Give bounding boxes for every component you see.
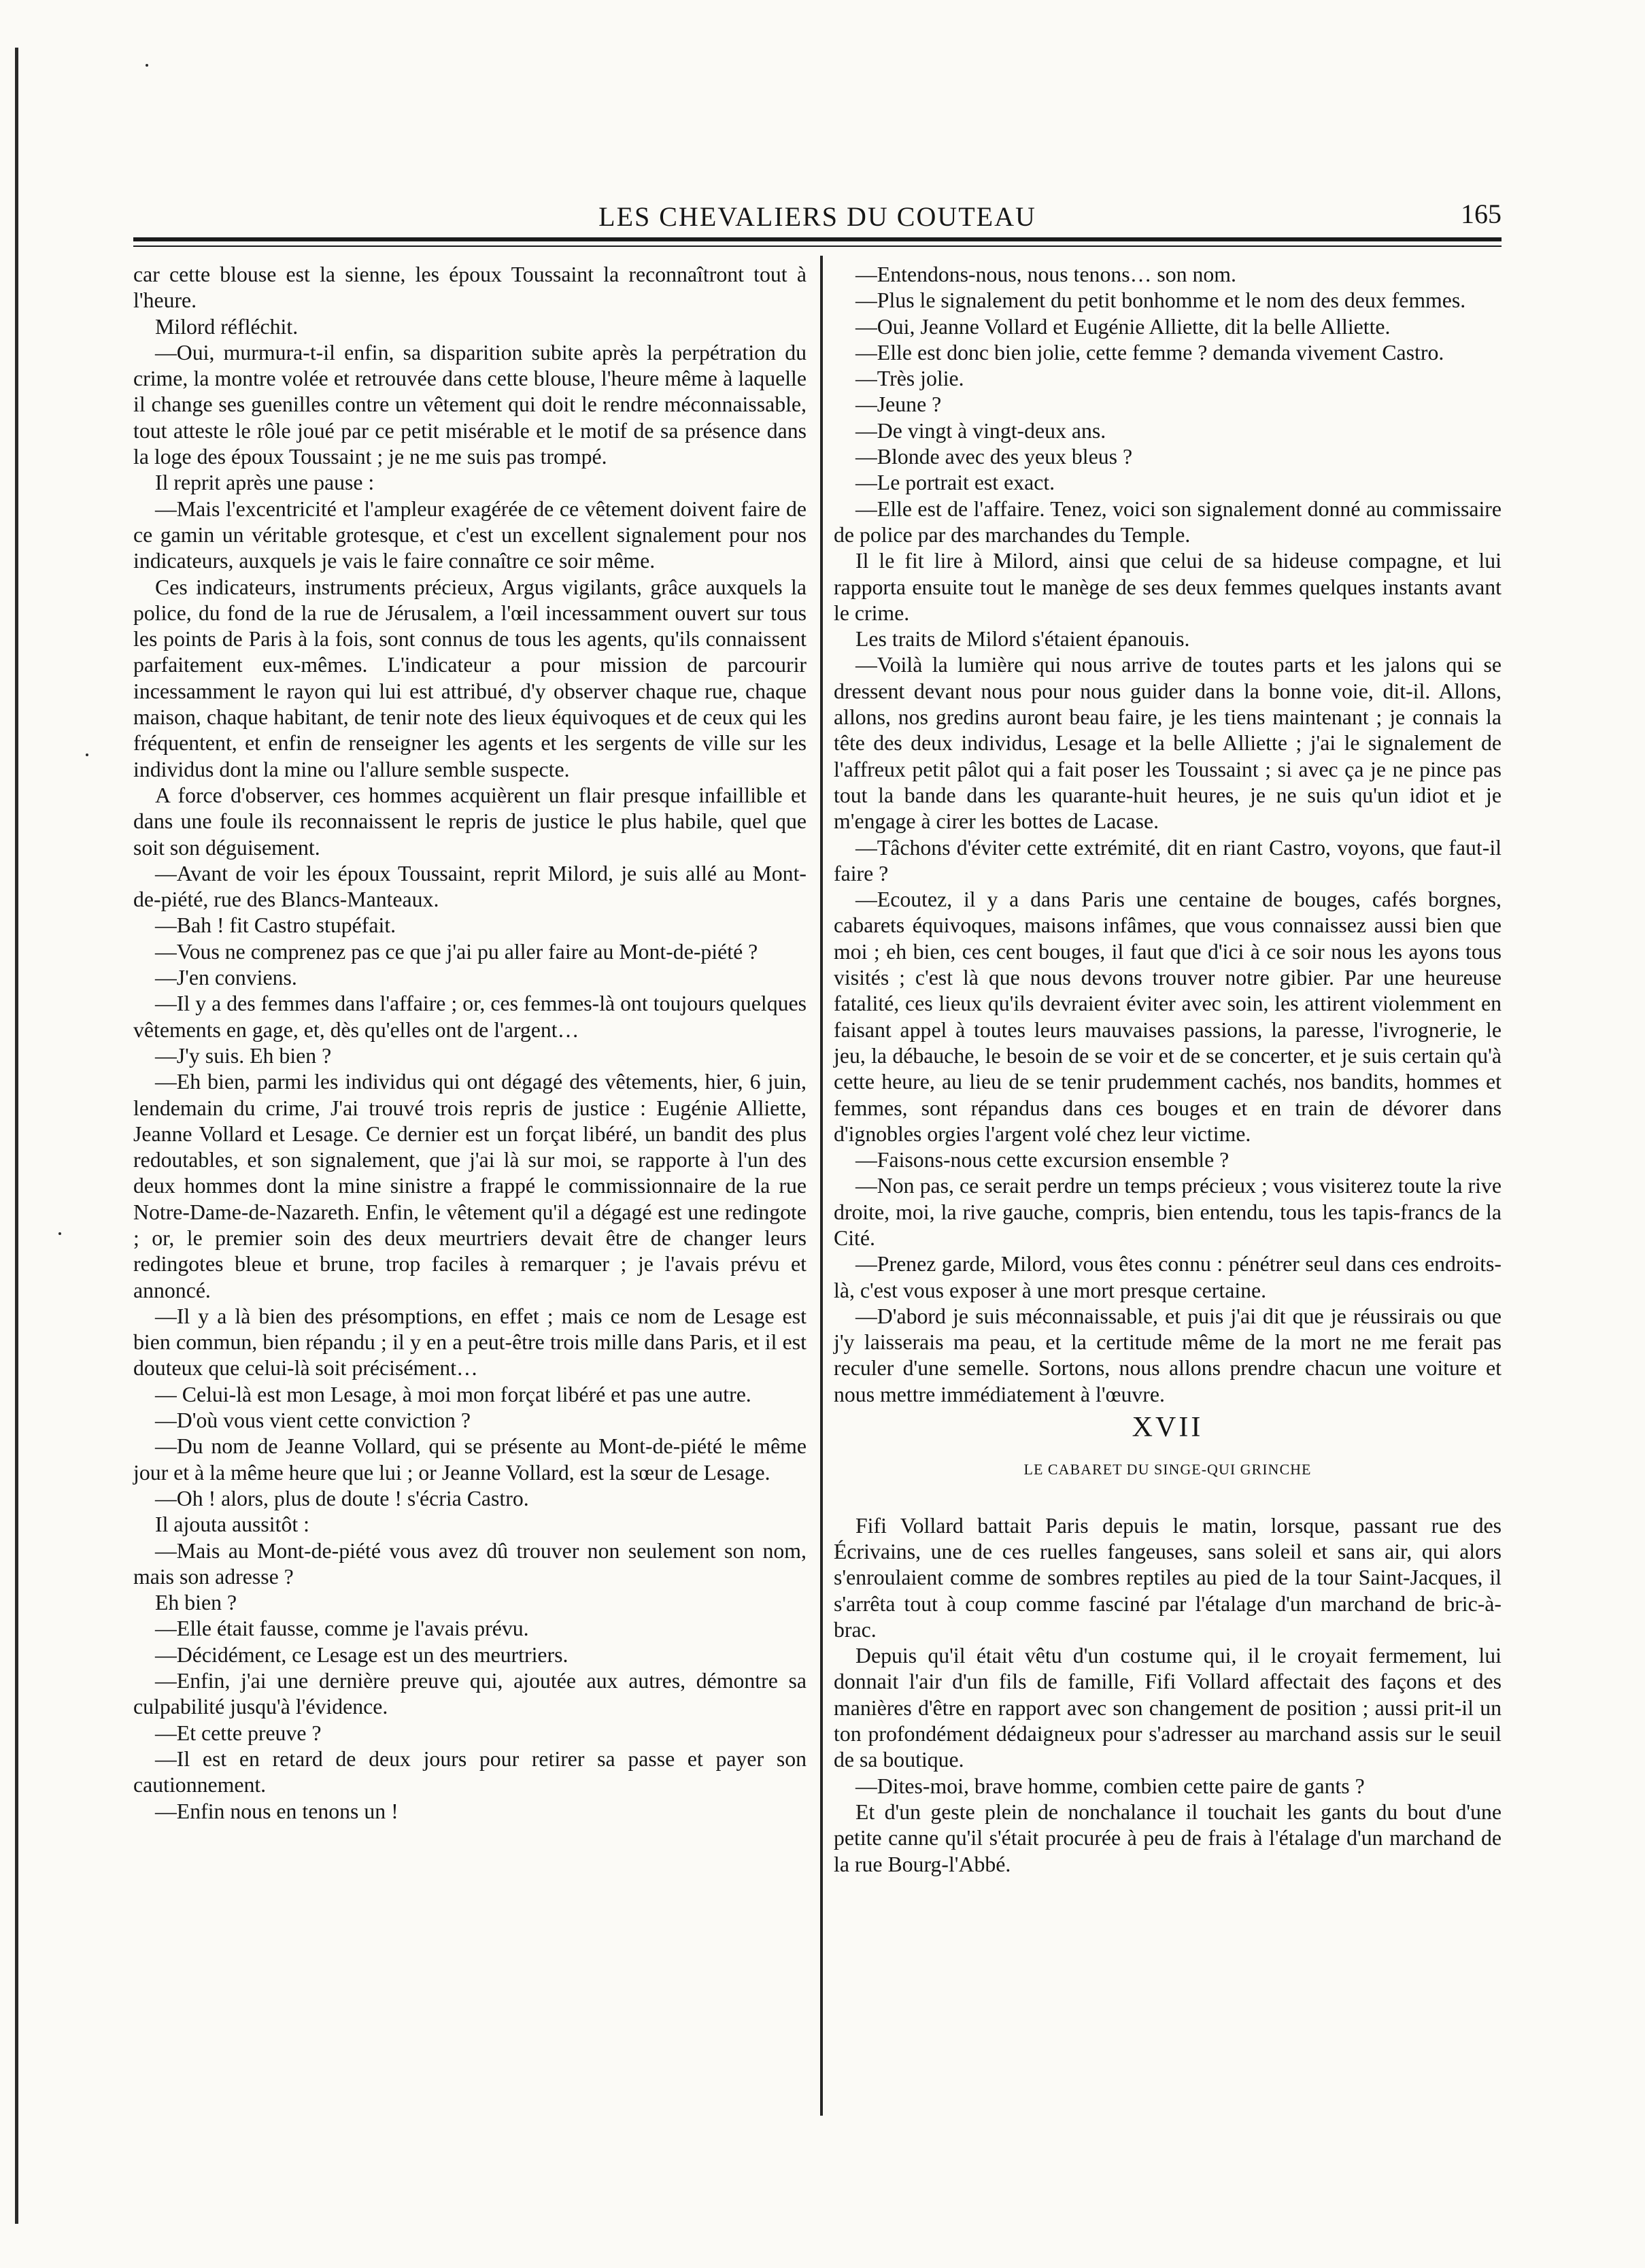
paragraph: Depuis qu'il était vêtu d'un costume qui, il le croyait fermement, lui donnait l'air d'un fils de famille, Fifi Vollard affectait des façons et des manières d'être en rapport avec son changement de position ; aussi prit-il un ton profondément dédaigneux pour s'adresser au marchand assis sur le seuil de sa boutique. [834,1644,1502,1772]
paragraph: Les traits de Milord s'étaient épanouis. [855,627,1190,651]
paragraph: —Elle est donc bien jolie, cette femme ? demanda vivement Castro. [855,340,1444,365]
paragraph: —Elle était fausse, comme je l'avais prévu. [155,1617,529,1641]
paragraph: —Dites-moi, brave homme, combien cette paire de gants ? [855,1774,1365,1798]
paragraph: — Celui-là est mon Lesage, à moi mon forçat libéré et pas une autre. [155,1382,751,1406]
paragraph: —Voilà la lumière qui nous arrive de toutes parts et les jalons qui se dressent devant nous pour nous guider dans la bonne voie, dit-il. Allons, allons, nos gredins auront beau faire, je les tiens maintenant ; je connais la tête des deux individus, Lesage et la belle Alliette ; j'ai le signalement de l'affreux petit pâlot qui a fait poser les Toussaint ; si avec ça je ne pince pas tout la bande dans les quarante-huit heures, je ne suis qu'un idiot et je m'engage à cirer les bottes de Lacase. [834,653,1502,834]
paragraph: —De vingt à vingt-deux ans. [855,418,1106,443]
paragraph: —Elle est de l'affaire. Tenez, voici son signalement donné au commissaire de police par des marchandes du Temple. [834,496,1502,547]
paragraph: —Bah ! fit Castro stupéfait. [155,913,396,938]
header-rule-thin [133,246,1502,247]
paragraph: —Très jolie. [855,367,964,391]
paragraph: —Enfin nous en tenons un ! [155,1799,398,1823]
paragraph: Il reprit après une pause : [155,471,375,495]
chapter-title: LE CABARET DU SINGE-QUI GRINCHE [1023,1461,1312,1478]
paragraph: car cette blouse est la sienne, les époux Toussaint la reconnaîtront tout à l'heure. [133,263,807,313]
paragraph: —Faisons-nous cette excursion ensemble ? [855,1148,1229,1172]
paragraph: —Décidément, ce Lesage est un des meurtriers. [155,1642,569,1667]
paragraph: Il le fit lire à Milord, ainsi que celui de sa hideuse compagne, et lui rapporta ensuite tout le manège de ses deux femmes quelques instants avant le crime. [834,549,1502,625]
paragraph: —D'abord je suis méconnaissable, et puis j'ai dit que je réussirais ou que j'y laisserais ma peau, et la certitude même de la mort ne me ferait pas reculer d'une semelle. Sortons, nous allons prendre chacun une voiture et nous mettre immédiatement à l'œuvre. [834,1304,1502,1406]
margin-mark [58,1232,61,1235]
paragraph: —D'où vous vient cette conviction ? [155,1408,471,1433]
paragraph: Eh bien ? [155,1591,237,1615]
paragraph: —Blonde avec des yeux bleus ? [855,445,1133,469]
margin-mark [146,64,148,67]
binding-edge [15,48,18,2224]
paragraph: —Il y a des femmes dans l'affaire ; or, ces femmes-là ont toujours quelques vêtements en gage, et, dès qu'elles ont de l'argent… [133,992,807,1042]
paragraph: —Oui, Jeanne Vollard et Eugénie Alliette, dit la belle Alliette. [855,314,1391,339]
paragraph: —Le portrait est exact. [855,471,1055,495]
paragraph: —Tâchons d'éviter cette extrémité, dit en riant Castro, voyons, que faut-il faire ? [834,835,1502,885]
paragraph: —Prenez garde, Milord, vous êtes connu : pénétrer seul dans ces endroits-là, c'est vous exposer à une mort presque certaine. [834,1252,1502,1302]
paragraph: —Et cette preuve ? [155,1721,322,1745]
paragraph: Fifi Vollard battait Paris depuis le matin, lorsque, passant rue des Écrivains, une de ces ruelles fangeuses, sans soleil et sans air, qui alors s'enroulaient comme de sombres reptiles au pied de la tour Saint-Jacques, il s'arrêta tout à coup comme fasciné par l'étalage d'un marchand de bric-à-brac. [834,1513,1502,1642]
paragraph: —Ecoutez, il y a dans Paris une centaine de bouges, cafés borgnes, cabarets équivoques, maisons infâmes, que vous connaissez aussi bien que moi ; eh bien, ces cent bouges, il faut que d'ici à ce soir nous les ayons tous visités ; c'est là que nous devons trouver notre gibier. Par une heureuse fatalité, ces lieux qu'ils devraient éviter avec soin, les attirent violemment en faisant appel à toutes leurs mauvaises passions, la paresse, l'ivrognerie, le jeu, la débauche, le besoin de se voir et de se concerter, et je suis certain qu'à cette heure, au lieu de se tenir prudemment cachés, nos bandits, hommes et femmes, sont répandus dans ces bouges et en train de dévorer dans d'ignobles orgies l'argent volé chez leur victime. [834,887,1502,1146]
running-title: LES CHEVALIERS DU COUTEAU [598,201,1036,232]
paragraph: Milord réfléchit. [155,314,299,339]
paragraph: —Non pas, ce serait perdre un temps précieux ; vous visiterez toute la rive droite, moi, la rive gauche, compris, bien entendu, tous les tapis-francs de la Cité. [834,1174,1502,1250]
paragraph: —Du nom de Jeanne Vollard, qui se présente au Mont-de-piété le même jour et à la même heure que lui ; or Jeanne Vollard, est la sœur de Lesage. [133,1434,807,1485]
page-number: 165 [1461,199,1502,229]
paragraph: —Oh ! alors, plus de doute ! s'écria Castro. [155,1486,529,1510]
left-column [133,262,807,1825]
paragraph: A force d'observer, ces hommes acquièrent un flair presque infaillible et dans une foule ils reconnaissent le repris de justice le plus habile, quel que soit son déguisement. [133,783,807,860]
chapter-number: XVII [1132,1412,1204,1444]
paragraph: —Entendons-nous, nous tenons… son nom. [855,263,1236,286]
paragraph: —Mais au Mont-de-piété vous avez dû trouver non seulement son nom, mais son adresse ? [133,1538,807,1589]
paragraph: —Enfin, j'ai une dernière preuve qui, ajoutée aux autres, démontre sa culpabilité jusqu'à l'évidence. [133,1669,807,1719]
paragraph: —Eh bien, parmi les individus qui ont dégagé des vêtements, hier, 6 juin, lendemain du crime, J'ai trouvé trois repris de justice : Eugénie Alliette, Jeanne Vollard et Lesage. Ce dernier est un forçat libéré, un bandit des plus redoutables, et son signalement, que j'ai là sur moi, se rapporte à l'un des deux hommes dont la mine sinistre a frappé le commissionnaire de la rue Notre-Dame-de-Nazareth. Enfin, le vêtement qu'il a dégagé est une redingote ; or, le premier soin des deux meurtriers devait être de changer leurs redingotes bleue et brune, trop faciles à remarquer ; je l'avais prévu et annoncé. [133,1070,807,1302]
paragraph: —J'y suis. Eh bien ? [155,1043,332,1068]
margin-mark [86,754,88,756]
header-rule [133,237,1502,241]
running-header [133,192,1502,233]
column-divider [820,256,823,2116]
paragraph: Il ajouta aussitôt : [155,1512,309,1537]
paragraph: —Plus le signalement du petit bonhomme et le nom des deux femmes. [855,288,1466,313]
paragraph: —Oui, murmura-t-il enfin, sa disparition subite après la perpétration du crime, la montre volée et retrouvée dans cette blouse, l'heure même à laquelle il change ses guenilles contre un vêtement qui doit le rendre méconnaissable, tout atteste le rôle joué par ce petit misérable et le motif de sa présence dans la loge des époux Toussaint ; je ne me suis pas trompé. [133,340,807,469]
paragraph: —Mais l'excentricité et l'ampleur exagérée de ce vêtement doivent faire de ce gamin un véritable grotesque, et c'est un excellent signalement pour nos indicateurs, auxquels je vais le faire connaître ce soir même. [133,496,807,573]
paragraph: —Jeune ? [855,392,942,417]
paragraph: Ces indicateurs, instruments précieux, Argus vigilants, grâce auxquels la police, du fond de la rue de Jérusalem, a l'œil incessamment ouvert sur tous les points de Paris à la fois, sont connus de tous les agents, qu'ils connaissent parfaitement eux-mêmes. L'indicateur a pour mission de parcourir incessamment le rayon qui lui est attribué, d'y observer chaque rue, chaque maison, chaque habitant, de tenir note des lieux équivoques et de ceux qui les fréquentent, et enfin de renseigner les agents et les sergents de ville sur les individus dont la mine ou l'allure semble suspecte. [133,575,807,781]
paragraph: —Il est en retard de deux jours pour retirer sa passe et payer son cautionnement. [133,1746,807,1797]
paragraph: —J'en conviens. [155,966,297,990]
paragraph: Et d'un geste plein de nonchalance il touchait les gants du bout d'une petite canne qu'il s'était procurée à peu de frais à l'étalage d'un marchand de la rue Bourg-l'Abbé. [834,1799,1502,1876]
paragraph: —Il y a là bien des présomptions, en effet ; mais ce nom de Lesage est bien commun, bien répandu ; il y en a peut-être trois mille dans Paris, et il est douteux que celui-là soit précisément… [133,1304,807,1381]
paragraph: —Avant de voir les époux Toussaint, reprit Milord, je suis allé au Mont-de-piété, rue des Blancs-Manteaux. [133,861,807,912]
paragraph: —Vous ne comprenez pas ce que j'ai pu aller faire au Mont-de-piété ? [155,939,758,964]
right-column [834,262,1502,1878]
